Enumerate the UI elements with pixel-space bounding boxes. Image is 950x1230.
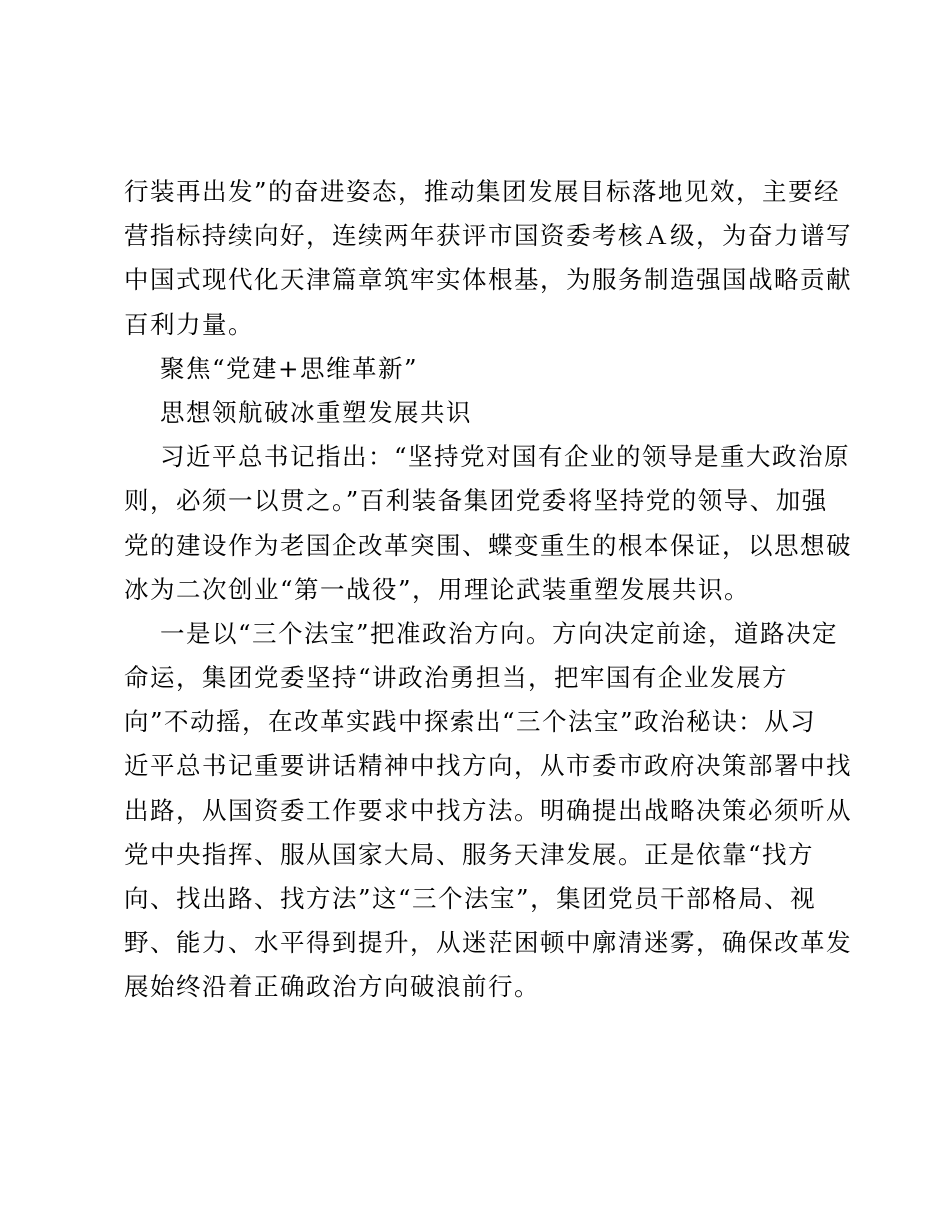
text-line: 近平总书记重要讲话精神中找方向，从市委市政府决策部署中找 bbox=[124, 751, 852, 781]
text-line: 一是以“三个法宝”把准政治方向。方向决定前途，道路决定 bbox=[160, 618, 839, 648]
text-line: 展始终沿着正确政治方向破浪前行。 bbox=[124, 972, 540, 1002]
text-line: 习近平总书记指出：“坚持党对国有企业的领导是重大政治原 bbox=[160, 442, 851, 472]
text-line: 营指标持续向好，连续两年获评市国资委考核Ａ级，为奋力谱写 bbox=[124, 221, 852, 251]
section-subheading: 思想领航破冰重塑发展共识 bbox=[160, 397, 472, 427]
text-line: 冰为二次创业“第一战役”，用理论武装重塑发展共识。 bbox=[124, 574, 751, 604]
text-line: 向”不动摇，在改革实践中探索出“三个法宝”政治秘诀：从习 bbox=[124, 707, 817, 737]
text-line: 命运，集团党委坚持“讲政治勇担当，把牢国有企业发展方 bbox=[124, 663, 789, 693]
text-line: 出路，从国资委工作要求中找方法。明确提出战略决策必须听从 bbox=[124, 795, 852, 825]
section-heading: 聚焦“党建+思维革新” bbox=[160, 353, 419, 383]
text-line: 党中央指挥、服从国家大局、服务天津发展。正是依靠“找方 bbox=[124, 839, 815, 869]
text-line: 行装再出发”的奋进姿态，推动集团发展目标落地见效，主要经 bbox=[124, 177, 841, 206]
document-body bbox=[124, 170, 852, 1010]
text-line: 百利力量。 bbox=[124, 309, 254, 339]
text-line: 中国式现代化天津篇章筑牢实体根基，为服务制造强国战略贡献 bbox=[124, 265, 852, 295]
text-line: 党的建设作为老国企改革突围、蝶变重生的根本保证，以思想破 bbox=[124, 530, 852, 560]
text-line: 则，必须一以贯之。”百利装备集团党委将坚持党的领导、加强 bbox=[124, 486, 828, 516]
text-line: 向、找出路、找方法”这“三个法宝”，集团党员干部格局、视 bbox=[124, 884, 817, 913]
text-line: 野、能力、水平得到提升，从迷茫困顿中廓清迷雾，确保改革发 bbox=[124, 928, 852, 958]
